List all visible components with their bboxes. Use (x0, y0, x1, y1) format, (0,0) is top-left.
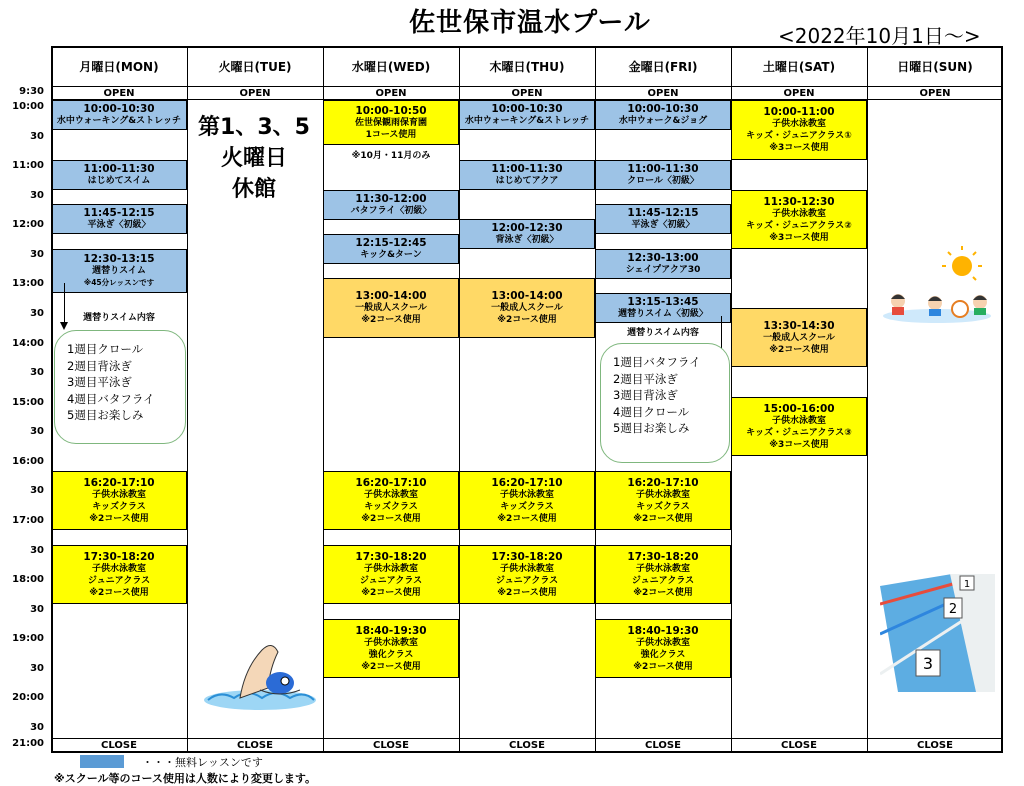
close-label: CLOSE (373, 740, 409, 751)
close-label: CLOSE (237, 740, 273, 751)
class-name: 週替りスイム〈初級〉 (618, 309, 708, 319)
class-block (731, 397, 867, 456)
class-level: 強化クラス (640, 649, 686, 660)
open-label: OPEN (239, 88, 271, 99)
class-level: ジュニアクラス (495, 575, 559, 586)
weekly-item: 4週目バタフライ (67, 391, 155, 406)
page-title: 佐世保市温水プール (409, 8, 651, 38)
weekly-item: 5週目お楽しみ (67, 408, 144, 422)
lane-number: 2 (948, 602, 958, 617)
arrow-down-icon (60, 322, 68, 330)
time-label: 18:00 (12, 574, 44, 585)
class-time: 16:20-17:10 (491, 476, 563, 489)
class-block (323, 545, 459, 604)
class-note: ※2コース使用 (497, 513, 557, 524)
close-label: CLOSE (101, 740, 137, 751)
class-time: 18:40-19:30 (627, 624, 699, 637)
open-label: OPEN (375, 88, 407, 99)
col-divider (187, 46, 188, 753)
class-name: 子供水泳教室 (363, 489, 418, 500)
class-time: 11:45-12:15 (83, 207, 155, 219)
open-label: OPEN (919, 88, 951, 99)
class-block (51, 160, 187, 190)
class-level: キッズクラス (636, 501, 690, 512)
day-header-thu: 木曜日(THU) (489, 59, 565, 74)
time-label: 10:00 (12, 101, 44, 112)
class-name: 平泳ぎ〈初級〉 (87, 220, 151, 230)
class-name: 子供水泳教室 (771, 208, 826, 219)
arrow-line (64, 283, 65, 323)
day-header-tue: 火曜日(TUE) (218, 59, 292, 74)
weekly-swim-title: 週替りスイム内容 (83, 313, 155, 323)
time-label: 15:00 (12, 397, 44, 408)
weekly-item: 3週目背泳ぎ (613, 388, 678, 402)
col-divider (867, 46, 868, 753)
class-name: 平泳ぎ〈初級〉 (631, 220, 695, 230)
class-block (459, 545, 595, 604)
class-name: 水中ウォーキング&ストレッチ (56, 116, 182, 126)
class-block (595, 619, 731, 678)
class-block (595, 293, 731, 323)
day-header-sun: 日曜日(SUN) (897, 59, 973, 74)
pool-lanes-illustration (880, 574, 995, 692)
class-time: 11:30-12:00 (355, 193, 427, 205)
class-block (323, 278, 459, 338)
lane-number: 1 (963, 579, 971, 590)
class-name: はじめてスイム (87, 176, 151, 186)
class-time: 11:00-11:30 (83, 163, 155, 175)
class-time: 16:20-17:10 (83, 476, 155, 489)
class-block (323, 190, 459, 220)
col-divider (459, 46, 460, 753)
class-note: ※3コース使用 (769, 232, 829, 243)
closed-notice (190, 112, 318, 205)
weekly-item: 5週目お楽しみ (613, 421, 690, 435)
class-name: 子供水泳教室 (635, 637, 690, 648)
time-label: 30 (30, 426, 44, 437)
class-time: 17:30-18:20 (627, 550, 699, 563)
swimmer-illustration (200, 628, 318, 712)
class-block (459, 100, 595, 130)
open-label: OPEN (511, 88, 543, 99)
class-note: ※3コース使用 (769, 143, 829, 153)
class-block (323, 100, 459, 145)
class-name: 子供水泳教室 (91, 563, 146, 574)
class-block (323, 234, 459, 264)
class-time: 12:30-13:15 (83, 253, 155, 265)
time-label: 30 (30, 604, 44, 615)
class-name: 佐世保観雨保育園 (354, 117, 427, 128)
class-name: 子供水泳教室 (499, 489, 554, 500)
class-time: 13:15-13:45 (627, 296, 699, 308)
class-block (323, 619, 459, 678)
time-label: 16:00 (12, 456, 44, 467)
class-note: ※2コース使用 (361, 315, 421, 325)
class-note: ※2コース使用 (633, 661, 693, 672)
class-block (595, 160, 731, 190)
class-time: 18:40-19:30 (355, 624, 427, 637)
class-block (51, 249, 187, 293)
class-note: ※2コース使用 (633, 587, 693, 598)
class-time: 10:00-10:50 (355, 104, 427, 117)
weekly-item: 2週目背泳ぎ (67, 358, 132, 373)
class-time: 11:30-12:30 (763, 195, 835, 208)
class-level: キッズクラス (500, 501, 554, 512)
class-time: 10:00-11:00 (763, 106, 835, 118)
legend-text: ・・・無料レッスンです (142, 756, 263, 769)
weekly-item: 2週目平泳ぎ (613, 371, 678, 386)
time-label: 20:00 (12, 692, 44, 703)
weekly-swim-bubble (600, 343, 730, 463)
class-block (323, 471, 459, 530)
class-time: 10:00-10:30 (627, 103, 699, 115)
time-label: 30 (30, 367, 44, 378)
time-label: 30 (30, 308, 44, 319)
class-time: 11:00-11:30 (627, 163, 699, 175)
class-note: ※2コース使用 (361, 661, 421, 672)
class-block (459, 278, 595, 338)
class-name: 子供水泳教室 (771, 415, 826, 426)
time-label: 11:00 (12, 160, 44, 171)
day-header-sat: 土曜日(SAT) (762, 59, 836, 74)
class-block (595, 249, 731, 279)
class-level: キッズ・ジュニアクラス① (746, 131, 852, 141)
open-label: OPEN (783, 88, 815, 99)
class-note: ※2コース使用 (89, 513, 149, 524)
class-level: ジュニアクラス (87, 575, 151, 586)
class-note: 1コース使用 (365, 129, 417, 140)
class-level: ジュニアクラス (631, 575, 695, 586)
time-label: 17:00 (12, 515, 44, 526)
class-note: ※45分レッスンです (83, 278, 155, 287)
class-block (595, 471, 731, 530)
class-time: 13:00-14:00 (355, 290, 427, 302)
class-level: 強化クラス (368, 649, 414, 660)
class-time: 17:30-18:20 (491, 550, 563, 563)
legend-swatch (80, 755, 124, 768)
time-label: 30 (30, 131, 44, 142)
class-name: 子供水泳教室 (499, 563, 554, 574)
class-block (51, 471, 187, 530)
class-note: ※2コース使用 (497, 315, 557, 325)
class-block (51, 100, 187, 130)
class-name: 一般成人スクール (355, 303, 427, 313)
class-level: キッズ・ジュニアクラス③ (746, 427, 852, 438)
weekly-item: 1週目クロール (67, 342, 144, 356)
class-name: 子供水泳教室 (635, 563, 690, 574)
class-block (459, 160, 595, 190)
class-name: 水中ウォーク&ジョグ (618, 116, 708, 126)
class-name: はじめてアクア (495, 176, 559, 186)
class-note: ※2コース使用 (769, 344, 829, 355)
class-name: 一般成人スクール (763, 332, 835, 343)
weekly-item: 4週目クロール (613, 404, 690, 419)
open-label: OPEN (647, 88, 679, 99)
class-block (459, 471, 595, 530)
class-time: 11:45-12:15 (627, 207, 699, 219)
class-time: 12:30-13:00 (627, 252, 699, 264)
lane-number: 3 (922, 654, 934, 673)
class-name: 子供水泳教室 (635, 489, 690, 500)
close-label: CLOSE (509, 740, 545, 751)
class-level: ジュニアクラス (359, 575, 423, 586)
day-header-fri: 金曜日(FRI) (628, 59, 698, 74)
class-time: 11:00-11:30 (491, 163, 563, 175)
class-name: 子供水泳教室 (363, 637, 418, 648)
class-block (51, 545, 187, 604)
open-label: OPEN (103, 88, 135, 99)
time-label: 21:00 (12, 738, 44, 749)
class-block (459, 219, 595, 249)
class-note: ※2コース使用 (89, 587, 149, 598)
time-label: 14:00 (12, 338, 44, 349)
class-time: 10:00-10:30 (491, 103, 563, 115)
class-block (595, 204, 731, 234)
class-note: ※2コース使用 (633, 513, 693, 524)
class-time: 12:15-12:45 (355, 237, 427, 249)
class-name: 一般成人スクール (491, 303, 563, 313)
time-label: 30 (30, 249, 44, 260)
class-block (595, 100, 731, 130)
class-block (731, 190, 867, 249)
class-name: 子供水泳教室 (771, 119, 826, 129)
class-time: 13:30-14:30 (763, 319, 835, 332)
footer-note: ※スクール等のコース使用は人数により変更します。 (54, 772, 317, 785)
class-note: ※2コース使用 (497, 587, 557, 598)
class-block (731, 100, 867, 160)
closed-line: 休館 (231, 177, 276, 202)
time-label: 30 (30, 190, 44, 201)
time-label: 19:00 (12, 633, 44, 644)
class-name: 子供水泳教室 (363, 563, 418, 574)
time-label: 9:30 (19, 86, 44, 97)
class-name: シェイプアクア30 (625, 265, 701, 275)
time-label: 30 (30, 485, 44, 496)
class-block (731, 308, 867, 367)
class-time: 15:00-16:00 (763, 402, 835, 415)
class-note: ※2コース使用 (361, 513, 421, 524)
class-level: キッズ・ジュニアクラス② (746, 220, 852, 231)
close-label: CLOSE (781, 740, 817, 751)
class-note: ※2コース使用 (361, 587, 421, 598)
time-label: 30 (30, 545, 44, 556)
class-period-note: ※10月・11月のみ (351, 151, 431, 161)
closed-line: 火曜日 (220, 146, 287, 171)
class-name: 背泳ぎ〈初級〉 (495, 235, 559, 245)
class-name: 水中ウォーキング&ストレッチ (464, 116, 590, 126)
class-time: 10:00-10:30 (83, 103, 155, 115)
weekly-item: 3週目平泳ぎ (67, 375, 132, 389)
class-time: 17:30-18:20 (83, 550, 155, 563)
class-time: 13:00-14:00 (491, 290, 563, 302)
class-time: 16:20-17:10 (627, 476, 699, 489)
class-name: バタフライ〈初級〉 (350, 206, 432, 216)
day-header-mon: 月曜日(MON) (79, 59, 159, 74)
class-time: 17:30-18:20 (355, 550, 427, 563)
class-time: 16:20-17:10 (355, 476, 427, 489)
class-time: 12:00-12:30 (491, 222, 563, 234)
class-level: キッズクラス (364, 501, 418, 512)
time-label: 13:00 (12, 278, 44, 289)
time-label: 30 (30, 663, 44, 674)
class-block (51, 204, 187, 234)
close-label: CLOSE (645, 740, 681, 751)
weekly-item: 1週目バタフライ (613, 355, 701, 369)
class-name: キック&ターン (360, 250, 422, 260)
closed-line: 第1、3、5 (198, 115, 310, 140)
class-name: 子供水泳教室 (91, 489, 146, 500)
day-header-wed: 水曜日(WED) (351, 59, 431, 74)
class-block (595, 545, 731, 604)
class-name: 週替りスイム (92, 266, 146, 276)
close-label: CLOSE (917, 740, 953, 751)
class-name: クロール〈初級〉 (627, 176, 699, 186)
time-label: 12:00 (12, 219, 44, 230)
kids-playing-illustration (880, 246, 995, 328)
weekly-swim-bubble (54, 330, 186, 444)
class-note: ※3コース使用 (769, 439, 829, 450)
weekly-swim-title: 週替りスイム内容 (627, 328, 699, 338)
class-level: キッズクラス (92, 501, 146, 512)
effective-date: <2022年10月1日～> (778, 24, 981, 48)
time-label: 30 (30, 722, 44, 733)
